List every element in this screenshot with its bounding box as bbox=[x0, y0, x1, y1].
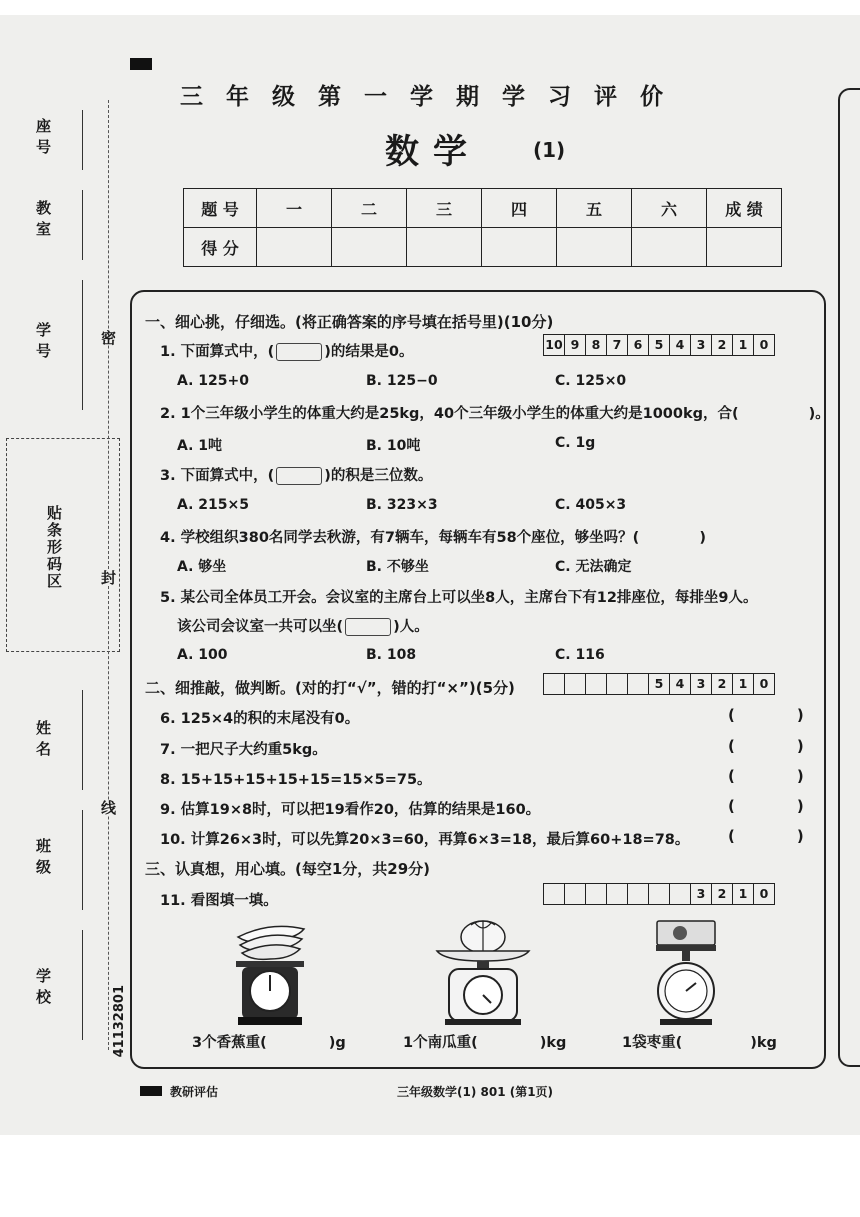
digit-cell[interactable] bbox=[586, 884, 607, 904]
school-label: 学校 bbox=[34, 968, 52, 1010]
judge-paren-6[interactable]: ( ) bbox=[728, 706, 804, 724]
caption-date-bag bbox=[622, 1031, 777, 1052]
paper-number: (1) bbox=[533, 138, 566, 162]
student-no-line bbox=[82, 280, 83, 410]
digit-cell[interactable]: 6 bbox=[628, 335, 649, 355]
cut-word-xian: 线 bbox=[99, 800, 117, 815]
question-text: 4. 学校组织380名同学去秋游，有7辆车，每辆车有58个座位，够坐吗？( bbox=[160, 530, 640, 546]
judge-paren-7[interactable]: ( ) bbox=[728, 737, 804, 755]
digit-cell[interactable] bbox=[586, 674, 607, 694]
question-text: ) bbox=[699, 530, 706, 546]
option-c: C. 405×3 bbox=[555, 497, 627, 513]
option-c: C. 116 bbox=[555, 647, 605, 663]
seat-label: 座号 bbox=[34, 118, 52, 160]
judge-item-6: 6. 125×4的积的末尾没有0。 bbox=[160, 711, 360, 727]
digit-cell[interactable]: 0 bbox=[759, 337, 769, 352]
score-cell[interactable] bbox=[482, 228, 557, 267]
option-a: A. 100 bbox=[177, 647, 228, 663]
seat-line bbox=[82, 110, 83, 170]
option-a: A. 215×5 bbox=[177, 497, 249, 513]
score-cell[interactable] bbox=[632, 228, 707, 267]
judge-paren-10[interactable]: ( ) bbox=[728, 827, 804, 845]
digit-cell[interactable]: 0 bbox=[759, 886, 769, 901]
digit-cell[interactable]: 2 bbox=[712, 884, 733, 904]
judge-item-8: 8. 15+15+15+15+15=15×5=75。 bbox=[160, 772, 432, 788]
score-header-cell: 题 号 bbox=[184, 189, 257, 228]
banana-scale-image bbox=[230, 915, 310, 1027]
corner-mark bbox=[130, 58, 152, 70]
digit-cell[interactable]: 4 bbox=[670, 335, 691, 355]
digit-cell[interactable]: 8 bbox=[586, 335, 607, 355]
judge-paren-9[interactable]: ( ) bbox=[728, 797, 804, 815]
subject-title: 数学 bbox=[385, 132, 481, 172]
footer-page: 三年级数学(1) 801 (第1页) bbox=[397, 1085, 554, 1099]
digit-cell[interactable]: 2 bbox=[712, 674, 733, 694]
exam-title: 三年级第一学期学习评价 bbox=[180, 84, 686, 110]
digit-cell[interactable] bbox=[565, 884, 586, 904]
score-header-cell: 四 bbox=[482, 189, 557, 228]
option-c: C. 125×0 bbox=[555, 373, 627, 389]
footer-brand: 教研评估 bbox=[170, 1085, 219, 1099]
question-text: )人。 bbox=[393, 619, 429, 635]
caption-text: 3个香蕉重( bbox=[192, 1035, 267, 1051]
digit-cell[interactable]: 3 bbox=[691, 335, 712, 355]
judge-item-9: 9. 估算19×8时，可以把19看作20，估算的结果是160。 bbox=[160, 802, 541, 818]
score-header-cell: 六 bbox=[632, 189, 707, 228]
date-bag-scale-image bbox=[652, 915, 722, 1027]
answer-blank[interactable] bbox=[276, 467, 322, 485]
answer-blank[interactable] bbox=[276, 343, 322, 361]
digit-cell[interactable]: 5 bbox=[649, 674, 670, 694]
score-table-header-row bbox=[184, 189, 782, 228]
caption-banana bbox=[192, 1031, 346, 1052]
cut-word-feng: 封 bbox=[99, 570, 117, 585]
question-text: 该公司会议室一共可以坐( bbox=[177, 619, 344, 635]
class-line bbox=[82, 810, 83, 910]
caption-text: 1个南瓜重( bbox=[403, 1035, 478, 1051]
question-5: 5. 某公司全体员工开会。会议室的主席台上可以坐8人，主席台下有12排座位，每排坐9人。 bbox=[160, 590, 758, 606]
option-a: A. 够坐 bbox=[177, 559, 227, 575]
digit-cell[interactable]: 3 bbox=[691, 674, 712, 694]
digit-cell[interactable]: 5 bbox=[649, 335, 670, 355]
score-cell[interactable] bbox=[332, 228, 407, 267]
pumpkin-scale-image bbox=[433, 915, 533, 1027]
score-cell[interactable] bbox=[257, 228, 332, 267]
question-11: 11. 看图填一填。 bbox=[160, 893, 278, 909]
student-no-label: 学号 bbox=[34, 322, 52, 364]
digit-cell[interactable] bbox=[670, 884, 691, 904]
classroom-line bbox=[82, 190, 83, 260]
caption-text: )kg bbox=[539, 1035, 567, 1051]
score-cell[interactable] bbox=[407, 228, 482, 267]
section2-score-digits bbox=[543, 673, 775, 695]
digit-cell[interactable]: 1 bbox=[733, 335, 754, 355]
caption-pumpkin bbox=[403, 1031, 566, 1052]
option-b: B. 10吨 bbox=[366, 438, 421, 454]
digit-cell[interactable] bbox=[565, 674, 586, 694]
question-text: 2. 1个三年级小学生的体重大约是25kg，40个三年级小学生的体重大约是1000kg，合( bbox=[160, 406, 739, 422]
score-table-score-row bbox=[184, 228, 782, 267]
question-text: )的结果是0。 bbox=[324, 344, 414, 360]
option-c: C. 无法确定 bbox=[555, 559, 632, 575]
section1-score-digits bbox=[543, 334, 775, 356]
option-b: B. 323×3 bbox=[366, 497, 438, 513]
digit-cell[interactable]: 3 bbox=[691, 884, 712, 904]
digit-cell[interactable] bbox=[628, 884, 649, 904]
digit-cell[interactable]: 9 bbox=[565, 335, 586, 355]
question-5-line2 bbox=[177, 615, 429, 636]
option-a: A. 125+0 bbox=[177, 373, 249, 389]
score-header-cell: 成 绩 bbox=[707, 189, 782, 228]
digit-cell[interactable] bbox=[544, 884, 565, 904]
digit-cell[interactable]: 7 bbox=[607, 335, 628, 355]
score-header-cell: 二 bbox=[332, 189, 407, 228]
digit-cell[interactable]: 1 bbox=[733, 884, 754, 904]
question-text: 3. 下面算式中，( bbox=[160, 468, 275, 484]
digit-cell[interactable] bbox=[628, 674, 649, 694]
score-header-cell: 三 bbox=[407, 189, 482, 228]
school-line bbox=[82, 930, 83, 1040]
section3-score-digits bbox=[543, 883, 775, 905]
question-text: )的积是三位数。 bbox=[324, 468, 433, 484]
digit-cell[interactable] bbox=[607, 674, 628, 694]
digit-cell[interactable] bbox=[649, 884, 670, 904]
digit-cell[interactable] bbox=[607, 884, 628, 904]
judge-item-10: 10. 计算26×3时，可以先算20×3=60，再算6×3=18，最后算60+18=78。 bbox=[160, 832, 690, 848]
judge-paren-8[interactable]: ( ) bbox=[728, 767, 804, 785]
option-b: B. 不够坐 bbox=[366, 559, 429, 575]
option-a: A. 1吨 bbox=[177, 438, 223, 454]
question-3 bbox=[160, 464, 432, 485]
serial-number: 41132801 bbox=[112, 985, 127, 1058]
judge-item-7: 7. 一把尺子大约重5kg。 bbox=[160, 742, 327, 758]
score-table bbox=[183, 188, 782, 267]
digit-cell[interactable]: 1 bbox=[733, 674, 754, 694]
section2-title: 二、细推敲，做判断。(对的打“√”，错的打“×”)(5分) bbox=[145, 679, 515, 697]
classroom-label: 教室 bbox=[34, 200, 52, 242]
option-b: B. 125−0 bbox=[366, 373, 438, 389]
digit-cell[interactable] bbox=[544, 674, 565, 694]
question-1 bbox=[160, 340, 414, 361]
class-label: 班级 bbox=[34, 838, 52, 880]
score-cell[interactable] bbox=[707, 228, 782, 267]
cut-word-mi: 密 bbox=[99, 330, 117, 345]
digit-cell[interactable]: 2 bbox=[712, 335, 733, 355]
question-text: 1. 下面算式中，( bbox=[160, 344, 275, 360]
question-4 bbox=[160, 526, 706, 547]
name-label: 姓名 bbox=[34, 720, 52, 762]
score-cell[interactable] bbox=[557, 228, 632, 267]
digit-cell[interactable]: 4 bbox=[670, 674, 691, 694]
question-2 bbox=[160, 402, 830, 423]
option-c: C. 1g bbox=[555, 435, 596, 451]
score-row-label: 得 分 bbox=[184, 228, 257, 267]
caption-text: )g bbox=[328, 1035, 346, 1051]
question-text: )。 bbox=[808, 406, 830, 422]
answer-blank[interactable] bbox=[345, 618, 391, 636]
footer-mark bbox=[140, 1086, 162, 1096]
barcode-area-label: 贴条形码区 bbox=[45, 505, 63, 590]
option-b: B. 108 bbox=[366, 647, 417, 663]
score-header-cell: 五 bbox=[557, 189, 632, 228]
section1-title: 一、细心挑，仔细选。(将正确答案的序号填在括号里)(10分) bbox=[145, 313, 554, 331]
caption-text: 1袋枣重( bbox=[622, 1035, 683, 1051]
caption-text: )kg bbox=[750, 1035, 777, 1051]
next-page-edge bbox=[838, 88, 860, 1067]
digit-cell[interactable]: 10 bbox=[544, 335, 565, 355]
name-line bbox=[82, 690, 83, 790]
score-header-cell: 一 bbox=[257, 189, 332, 228]
section3-title: 三、认真想，用心填。(每空1分，共29分) bbox=[145, 860, 431, 878]
digit-cell[interactable]: 0 bbox=[759, 676, 769, 691]
